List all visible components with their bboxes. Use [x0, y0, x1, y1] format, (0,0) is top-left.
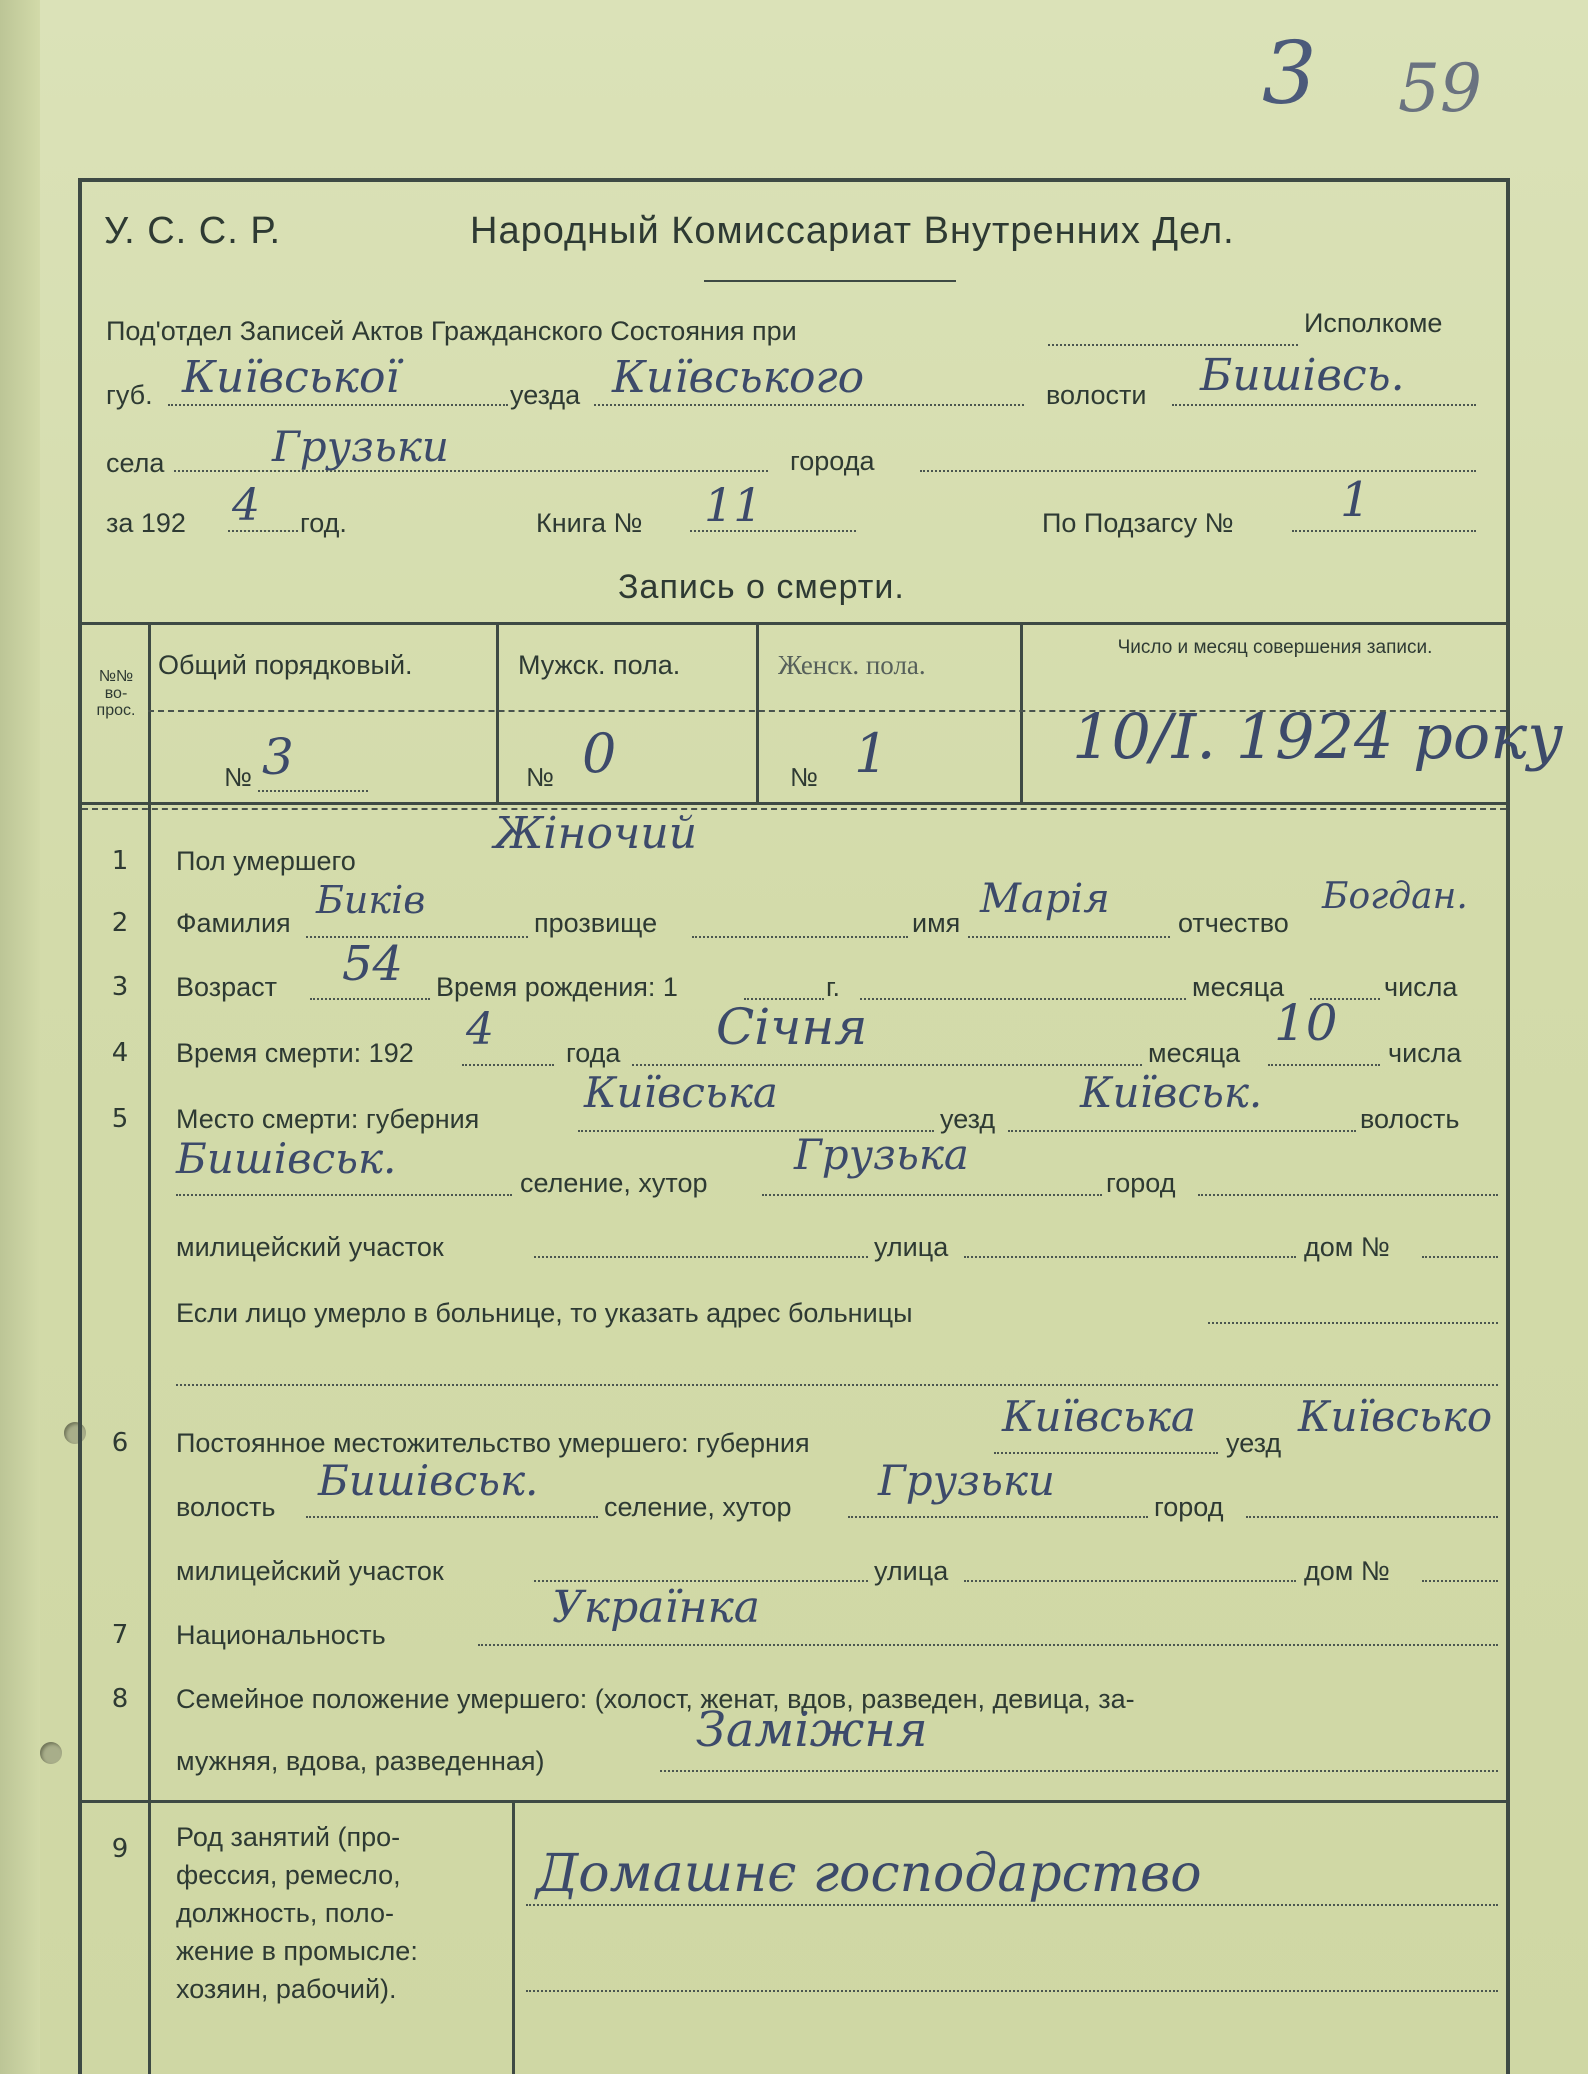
- row-number: 4: [111, 1038, 129, 1068]
- fill-line: [1008, 1130, 1356, 1132]
- death-volost-label: волость: [1360, 1104, 1460, 1134]
- occupation-handwritten: Домашнє господарство: [536, 1844, 1202, 1904]
- fill-line: [1208, 1322, 1498, 1324]
- occupation-label-line: жение в промысле:: [176, 1936, 418, 1966]
- row-number: 9: [111, 1834, 129, 1864]
- fill-line: [1422, 1580, 1498, 1582]
- volost-label: волости: [1046, 380, 1147, 410]
- death-uezd-handwritten: Київськ.: [1080, 1068, 1263, 1117]
- death-selo-label: селение, хутор: [520, 1168, 708, 1198]
- col-divider: [496, 622, 499, 802]
- page-number-small: 59: [1398, 50, 1482, 127]
- fill-line: [1172, 404, 1476, 406]
- fill-line: [526, 1904, 1498, 1906]
- death-year-label: года: [566, 1038, 621, 1068]
- res-volost-handwritten: Бишівськ.: [318, 1456, 539, 1505]
- row-number: 6: [111, 1428, 129, 1458]
- gorod-label: города: [790, 446, 875, 476]
- death-place-label: Место смерти: губерния: [176, 1104, 480, 1134]
- row-number: 5: [111, 1104, 129, 1134]
- podzags-label: По Подзагсу №: [1042, 508, 1234, 538]
- fill-line: [462, 1064, 554, 1066]
- occupation-label-line: должность, поло-: [176, 1898, 394, 1928]
- year-prefix: за 192: [106, 508, 186, 538]
- death-day-label: числа: [1388, 1038, 1462, 1068]
- nickname-label: прозвище: [534, 908, 658, 938]
- nationality-label: Национальность: [176, 1620, 386, 1650]
- name-label: имя: [912, 908, 961, 938]
- fill-line: [168, 404, 508, 406]
- age-label: Возраст: [176, 972, 277, 1002]
- fill-line: [660, 1770, 1498, 1772]
- death-uezd-label: уезд: [940, 1104, 996, 1134]
- selo-label: села: [106, 448, 165, 478]
- row-number: 3: [111, 972, 129, 1002]
- row-number: 8: [111, 1684, 129, 1714]
- fill-line: [964, 1256, 1296, 1258]
- col-divider: [756, 622, 759, 802]
- uezd-label: уезда: [510, 380, 581, 410]
- serial-handwritten: 3: [262, 728, 294, 786]
- number-col-divider: [148, 802, 151, 2074]
- res-selo-handwritten: Грузьки: [878, 1456, 1055, 1505]
- col-female-header: Женск. пола.: [778, 650, 926, 680]
- res-uezd-handwritten: Київсько: [1298, 1392, 1493, 1441]
- fill-line: [1422, 1256, 1498, 1258]
- podzags-handwritten: 1: [1340, 472, 1371, 528]
- volost-handwritten: Бишівсь.: [1200, 350, 1405, 401]
- serial-no-prefix: №: [224, 762, 252, 792]
- res-house-label: дом №: [1304, 1556, 1390, 1586]
- year-handwritten: 4: [232, 480, 260, 531]
- age-handwritten: 54: [342, 936, 404, 992]
- fill-line: [968, 936, 1170, 938]
- uezd-handwritten: Київського: [612, 352, 865, 403]
- occupation-label-line: Род занятий (про-: [176, 1822, 401, 1852]
- death-time-label: Время смерти: 192: [176, 1038, 414, 1068]
- marital-handwritten: Заміжня: [696, 1702, 928, 1758]
- fill-line: [692, 936, 908, 938]
- subdepartment-label: Под'отдел Записей Актов Гражданского Состояния при: [106, 316, 797, 346]
- page-number-large: 3: [1262, 24, 1317, 124]
- occupation-label: [176, 1818, 496, 2008]
- kniga-handwritten: 11: [704, 478, 763, 532]
- sex-label: Пол умершего: [176, 846, 356, 876]
- table-top-rule: [82, 622, 1506, 625]
- death-month-handwritten: Січня: [716, 998, 868, 1056]
- death-day-handwritten: 10: [1274, 994, 1338, 1052]
- punch-hole: [40, 1742, 62, 1764]
- kniga-label: Книга №: [536, 508, 643, 538]
- commissariat-title: Народный Комиссариат Внутренних Дел.: [470, 210, 1235, 252]
- row9-divider: [512, 1800, 515, 2074]
- res-militia-label: милицейский участок: [176, 1556, 444, 1586]
- female-handwritten: 1: [854, 722, 889, 785]
- fill-line: [1198, 1194, 1498, 1196]
- name-handwritten: Марія: [980, 876, 1110, 922]
- table-header-bottom: [82, 802, 1506, 805]
- res-uezd-label: уезд: [1226, 1428, 1282, 1458]
- col-divider: [148, 622, 151, 802]
- marital-label: Семейное положение умершего: (холост, женат, вдов, разведен, девица, за-: [176, 1684, 1135, 1714]
- birth-label: Время рождения: 1: [436, 972, 678, 1002]
- occupation-label-line: фессия, ремесло,: [176, 1860, 401, 1890]
- hospital-label: Если лицо умерло в больнице, то указать адрес больницы: [176, 1298, 913, 1328]
- record-date-handwritten: 10/I. 1924 року: [1072, 700, 1564, 773]
- fill-line: [860, 998, 1186, 1000]
- birth-day-label: числа: [1384, 972, 1458, 1002]
- fill-line: [994, 1452, 1218, 1454]
- female-no-prefix: №: [790, 762, 818, 792]
- fill-line: [306, 936, 528, 938]
- fill-line: [1048, 344, 1298, 346]
- title-underline: [704, 280, 956, 282]
- occupation-label-line: хозяин, рабочий).: [176, 1974, 397, 2004]
- death-year-handwritten: 4: [466, 1004, 494, 1055]
- sex-handwritten: Жіночий: [494, 808, 698, 859]
- fill-line: [176, 1194, 512, 1196]
- row-number: 1: [111, 846, 129, 876]
- fill-line: [258, 790, 368, 792]
- fill-line: [534, 1256, 868, 1258]
- death-gorod-label: город: [1106, 1168, 1176, 1198]
- fill-line: [920, 470, 1476, 472]
- fill-line: [848, 1516, 1148, 1518]
- fill-line: [964, 1580, 1296, 1582]
- res-selo-label: селение, хутор: [604, 1492, 792, 1522]
- res-volost-label: волость: [176, 1492, 276, 1522]
- gub-handwritten: Київської: [182, 352, 400, 403]
- fill-line: [306, 1516, 598, 1518]
- death-house-label: дом №: [1304, 1232, 1390, 1262]
- fill-line: [176, 1384, 1498, 1386]
- header-dash: [82, 808, 1506, 810]
- row-number: 7: [111, 1620, 129, 1650]
- male-no-prefix: №: [526, 762, 554, 792]
- death-street-label: улица: [874, 1232, 949, 1262]
- col-serial-header: Общий порядковый.: [158, 650, 413, 680]
- death-militia-label: милицейский участок: [176, 1232, 444, 1262]
- fill-line: [310, 998, 430, 1000]
- fill-line: [174, 470, 768, 472]
- residence-label: Постоянное местожительство умершего: губерния: [176, 1428, 810, 1458]
- fill-line: [1292, 530, 1476, 532]
- birth-month-label: месяца: [1192, 972, 1285, 1002]
- nationality-handwritten: Українка: [552, 1582, 761, 1633]
- fill-line: [1268, 1064, 1380, 1066]
- fill-line: [594, 404, 1024, 406]
- death-selo-handwritten: Грузька: [794, 1130, 969, 1179]
- res-gorod-label: город: [1154, 1492, 1224, 1522]
- death-month-label: месяца: [1148, 1038, 1241, 1068]
- fill-line: [632, 1064, 1142, 1066]
- death-gub-handwritten: Київська: [584, 1068, 778, 1117]
- marital-label-cont: мужняя, вдова, разведенная): [176, 1746, 545, 1776]
- ispolkom-label: Исполкоме: [1304, 308, 1443, 338]
- year-suffix: год.: [300, 508, 347, 538]
- row-number: 2: [111, 908, 129, 938]
- fill-line: [478, 1644, 1498, 1646]
- row9-top-rule: [82, 1800, 1506, 1803]
- selo-handwritten: Грузьки: [272, 422, 449, 471]
- surname-handwritten: Биків: [316, 878, 426, 922]
- ussr-label: У. С. С. Р.: [104, 210, 282, 252]
- patronymic-handwritten: Богдан.: [1322, 876, 1468, 917]
- fill-line: [1246, 1516, 1498, 1518]
- surname-label: Фамилия: [176, 908, 291, 938]
- col-male-header: Мужск. пола.: [518, 650, 681, 680]
- res-street-label: улица: [874, 1556, 949, 1586]
- gub-label: губ.: [106, 380, 153, 410]
- birth-year-label: г.: [826, 972, 841, 1002]
- col-date-header: Число и месяц совершения записи.: [1117, 637, 1433, 658]
- fill-line: [228, 530, 298, 532]
- record-title: Запись о смерти.: [618, 568, 905, 606]
- patronymic-label: отчество: [1178, 908, 1289, 938]
- male-handwritten: 0: [582, 722, 617, 785]
- paper-edge: [0, 0, 40, 2074]
- col-question-number: №№ во-прос.: [96, 668, 136, 719]
- fill-line: [762, 1194, 1102, 1196]
- col-divider: [1020, 622, 1023, 802]
- fill-line: [526, 1990, 1498, 1992]
- res-gub-handwritten: Київська: [1002, 1392, 1196, 1441]
- death-volost-handwritten: Бишівськ.: [176, 1134, 397, 1183]
